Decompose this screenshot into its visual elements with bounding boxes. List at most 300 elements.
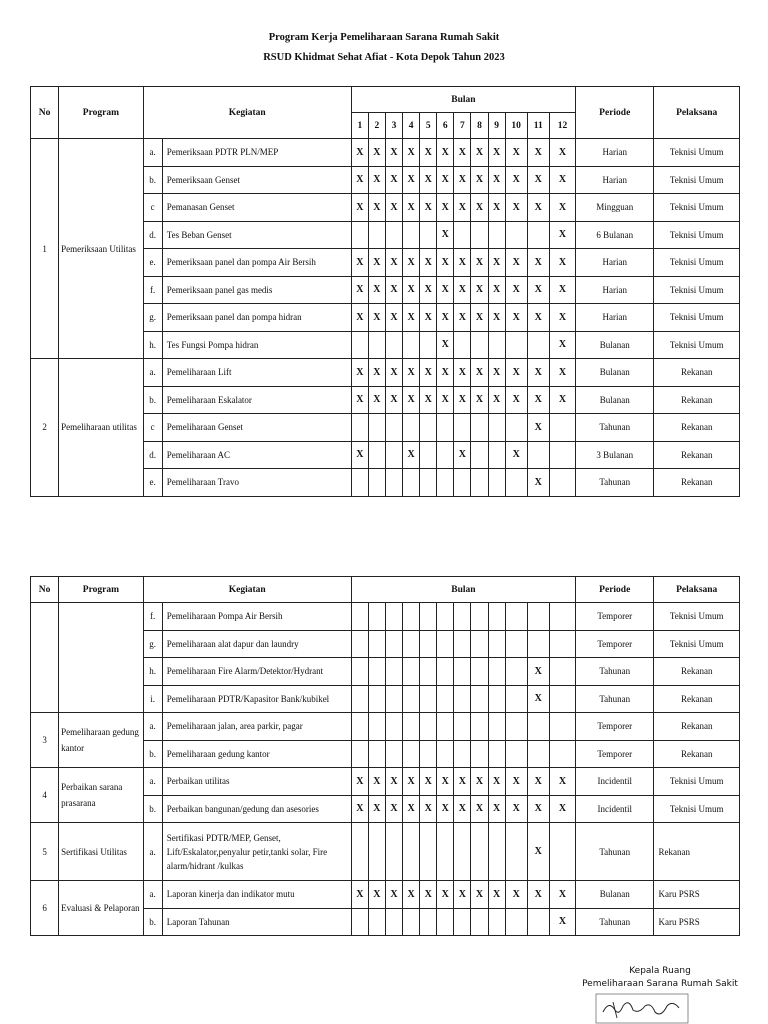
document-title: Program Kerja Pemeliharaan Sarana Rumah Sakit: [268, 32, 500, 43]
signature-unit: Pemeliharaan Sarana Rumah Sakit: [582, 979, 738, 989]
month-mark: X: [351, 276, 368, 304]
month-mark: [549, 740, 575, 768]
month-mark: [488, 331, 505, 359]
month-mark: [471, 441, 488, 469]
month-mark: X: [351, 194, 368, 222]
pelaksana-cell: Teknisi Umum: [654, 139, 740, 167]
month-mark: X: [385, 359, 402, 387]
activity-name: Tes Beban Genset: [162, 221, 351, 249]
month-mark: X: [437, 359, 454, 387]
month-mark: [488, 908, 505, 936]
header-pelaksana: Pelaksana: [654, 87, 740, 139]
month-mark: [505, 414, 527, 442]
month-mark: X: [368, 881, 385, 909]
month-mark: [351, 630, 368, 658]
month-mark: X: [368, 768, 385, 796]
month-mark: X: [527, 359, 549, 387]
month-mark: [454, 713, 471, 741]
periode-cell: Tahunan: [576, 685, 654, 713]
month-mark: [527, 603, 549, 631]
month-mark: X: [368, 386, 385, 414]
month-mark: [351, 414, 368, 442]
periode-cell: Temporer: [576, 603, 654, 631]
month-mark: X: [488, 386, 505, 414]
month-mark: [549, 469, 575, 497]
month-mark: [351, 221, 368, 249]
month-mark: X: [351, 768, 368, 796]
activity-letter: a.: [143, 713, 162, 741]
month-mark: X: [385, 249, 402, 277]
month-mark: [454, 908, 471, 936]
activity-letter: b.: [143, 386, 162, 414]
program-name: [59, 603, 143, 713]
month-mark: X: [454, 795, 471, 823]
activity-letter: a.: [143, 823, 162, 881]
header-periode: Periode: [576, 87, 654, 139]
activity-name: Pemeliharaan Eskalator: [162, 386, 351, 414]
month-mark: X: [454, 194, 471, 222]
month-number: 7: [454, 113, 471, 139]
month-mark: [471, 469, 488, 497]
month-mark: [368, 713, 385, 741]
month-mark: [488, 414, 505, 442]
month-mark: [403, 469, 420, 497]
month-mark: X: [527, 194, 549, 222]
periode-cell: Harian: [576, 249, 654, 277]
activity-name: Pemeliharaan Pompa Air Bersih: [162, 603, 351, 631]
activity-name: Pemeriksaan panel dan pompa hidran: [162, 304, 351, 332]
periode-cell: Bulanan: [576, 359, 654, 387]
activity-letter: g.: [143, 304, 162, 332]
periode-cell: Incidentil: [576, 768, 654, 796]
month-mark: [505, 908, 527, 936]
month-mark: X: [527, 304, 549, 332]
month-mark: X: [549, 276, 575, 304]
month-mark: X: [471, 194, 488, 222]
month-mark: X: [437, 249, 454, 277]
month-mark: X: [351, 359, 368, 387]
month-mark: [385, 908, 402, 936]
month-mark: [351, 469, 368, 497]
month-mark: [437, 630, 454, 658]
month-mark: X: [527, 823, 549, 881]
month-mark: [454, 685, 471, 713]
month-mark: X: [437, 768, 454, 796]
month-mark: X: [420, 386, 437, 414]
month-mark: [420, 740, 437, 768]
month-mark: [420, 823, 437, 881]
month-mark: X: [505, 441, 527, 469]
month-mark: X: [471, 881, 488, 909]
activity-letter: a.: [143, 139, 162, 167]
month-mark: [505, 685, 527, 713]
month-mark: X: [549, 908, 575, 936]
periode-cell: Mingguan: [576, 194, 654, 222]
month-mark: [368, 469, 385, 497]
month-mark: X: [505, 166, 527, 194]
activity-name: Pemeliharaan Genset: [162, 414, 351, 442]
month-mark: X: [368, 276, 385, 304]
month-mark: X: [488, 166, 505, 194]
activity-row: [31, 713, 740, 741]
month-mark: X: [527, 414, 549, 442]
month-mark: X: [437, 221, 454, 249]
pelaksana-cell: Rekanan: [654, 658, 740, 686]
month-mark: X: [454, 359, 471, 387]
header-bulan: Bulan: [351, 87, 575, 113]
month-mark: [454, 603, 471, 631]
month-mark: X: [420, 276, 437, 304]
month-mark: [454, 823, 471, 881]
month-mark: X: [527, 139, 549, 167]
month-mark: [527, 713, 549, 741]
activity-row: [31, 139, 740, 167]
program-number: 3: [31, 713, 59, 768]
activity-name: Pemeliharaan Lift: [162, 359, 351, 387]
month-mark: [549, 713, 575, 741]
month-mark: [527, 908, 549, 936]
activity-letter: i.: [143, 685, 162, 713]
month-mark: [454, 469, 471, 497]
pelaksana-cell: Rekanan: [654, 386, 740, 414]
month-mark: [488, 221, 505, 249]
month-mark: X: [420, 881, 437, 909]
month-mark: X: [505, 249, 527, 277]
month-mark: X: [471, 276, 488, 304]
month-mark: X: [403, 304, 420, 332]
month-mark: [549, 630, 575, 658]
activity-letter: f.: [143, 276, 162, 304]
month-mark: [454, 331, 471, 359]
month-mark: [488, 823, 505, 881]
month-mark: [385, 469, 402, 497]
month-mark: X: [505, 881, 527, 909]
month-mark: X: [403, 386, 420, 414]
periode-cell: Harian: [576, 139, 654, 167]
month-mark: X: [488, 359, 505, 387]
month-mark: X: [527, 881, 549, 909]
month-mark: X: [488, 768, 505, 796]
month-mark: X: [437, 139, 454, 167]
month-mark: X: [471, 139, 488, 167]
activity-row: [31, 881, 740, 909]
month-mark: [368, 441, 385, 469]
month-mark: [368, 331, 385, 359]
month-mark: [403, 331, 420, 359]
month-mark: X: [454, 386, 471, 414]
month-mark: X: [527, 386, 549, 414]
activity-name: Pemeliharaan Travo: [162, 469, 351, 497]
month-mark: [351, 713, 368, 741]
month-mark: X: [351, 386, 368, 414]
month-mark: [403, 685, 420, 713]
month-mark: [527, 441, 549, 469]
periode-cell: Tahunan: [576, 414, 654, 442]
month-mark: [351, 823, 368, 881]
month-mark: [471, 740, 488, 768]
activity-name: Sertifikasi PDTR/MEP, Genset, Lift/Eskalator,penyalur petir,tanki solar, Fire alarm/hidrant /kulkas: [162, 823, 351, 881]
month-mark: X: [505, 768, 527, 796]
month-number: 2: [368, 113, 385, 139]
month-mark: X: [505, 304, 527, 332]
month-mark: X: [403, 881, 420, 909]
activity-letter: b.: [143, 795, 162, 823]
pelaksana-cell: Rekanan: [654, 359, 740, 387]
month-mark: [420, 713, 437, 741]
pelaksana-cell: Rekanan: [654, 685, 740, 713]
activity-name: Pemeriksaan panel dan pompa Air Bersih: [162, 249, 351, 277]
month-mark: [368, 221, 385, 249]
month-mark: X: [368, 194, 385, 222]
month-mark: X: [527, 469, 549, 497]
pelaksana-cell: Teknisi Umum: [654, 221, 740, 249]
activity-name: Pemeliharaan AC: [162, 441, 351, 469]
month-number: 12: [549, 113, 575, 139]
month-mark: X: [549, 221, 575, 249]
month-mark: X: [437, 194, 454, 222]
month-mark: [420, 630, 437, 658]
activity-letter: g.: [143, 630, 162, 658]
month-mark: X: [454, 276, 471, 304]
periode-cell: Tahunan: [576, 469, 654, 497]
month-mark: X: [385, 881, 402, 909]
month-mark: [420, 685, 437, 713]
periode-cell: Harian: [576, 304, 654, 332]
month-mark: [368, 658, 385, 686]
activity-letter: b.: [143, 740, 162, 768]
month-mark: [454, 740, 471, 768]
month-mark: [403, 414, 420, 442]
activity-letter: e.: [143, 469, 162, 497]
month-mark: [505, 630, 527, 658]
month-mark: X: [549, 386, 575, 414]
header-kegiatan: Kegiatan: [143, 87, 351, 139]
month-mark: X: [505, 359, 527, 387]
activity-name: Pemanasan Genset: [162, 194, 351, 222]
signature-role: Kepala Ruang: [629, 966, 691, 976]
activity-name: Pemeliharaan gedung kantor: [162, 740, 351, 768]
month-mark: X: [368, 795, 385, 823]
month-mark: X: [488, 304, 505, 332]
month-mark: X: [505, 386, 527, 414]
header-no: No: [31, 87, 59, 139]
activity-letter: a.: [143, 359, 162, 387]
activity-name: Pemeriksaan Genset: [162, 166, 351, 194]
month-mark: X: [505, 139, 527, 167]
activity-name: Pemeliharaan Fire Alarm/Detektor/Hydrant: [162, 658, 351, 686]
month-mark: X: [385, 194, 402, 222]
month-mark: [437, 414, 454, 442]
month-number: 10: [505, 113, 527, 139]
activity-letter: b.: [143, 166, 162, 194]
program-name: Pemeliharaan utilitas: [59, 359, 143, 497]
month-mark: [488, 469, 505, 497]
month-mark: X: [437, 795, 454, 823]
month-mark: [437, 685, 454, 713]
month-mark: [368, 740, 385, 768]
month-mark: [437, 658, 454, 686]
month-mark: X: [549, 166, 575, 194]
month-mark: [368, 823, 385, 881]
month-number: 11: [527, 113, 549, 139]
month-mark: X: [403, 276, 420, 304]
month-mark: [437, 823, 454, 881]
month-mark: [403, 221, 420, 249]
month-mark: [527, 630, 549, 658]
work-program-table-2: [30, 576, 740, 936]
month-mark: X: [549, 768, 575, 796]
month-mark: X: [351, 304, 368, 332]
month-mark: X: [403, 249, 420, 277]
periode-cell: Temporer: [576, 630, 654, 658]
month-mark: X: [351, 249, 368, 277]
activity-name: Pemeriksaan PDTR PLN/MEP: [162, 139, 351, 167]
month-mark: [385, 603, 402, 631]
month-mark: [420, 658, 437, 686]
program-number: 2: [31, 359, 59, 497]
month-mark: X: [505, 194, 527, 222]
activity-row: [31, 603, 740, 631]
month-mark: X: [527, 768, 549, 796]
activity-name: Pemeliharaan PDTR/Kapasitor Bank/kubikel: [162, 685, 351, 713]
month-mark: [385, 331, 402, 359]
program-name: Pemeriksaan Utilitas: [59, 139, 143, 359]
month-mark: [471, 603, 488, 631]
month-mark: [488, 630, 505, 658]
periode-cell: Harian: [576, 276, 654, 304]
month-mark: X: [527, 795, 549, 823]
month-mark: [420, 469, 437, 497]
pelaksana-cell: Teknisi Umum: [654, 166, 740, 194]
month-mark: X: [527, 685, 549, 713]
month-mark: X: [488, 194, 505, 222]
activity-row: [31, 768, 740, 796]
activity-letter: c: [143, 414, 162, 442]
periode-cell: 6 Bulanan: [576, 221, 654, 249]
activity-letter: f.: [143, 603, 162, 631]
month-mark: [505, 603, 527, 631]
month-mark: [454, 414, 471, 442]
activity-letter: a.: [143, 768, 162, 796]
month-mark: [488, 740, 505, 768]
month-mark: X: [385, 166, 402, 194]
month-mark: X: [471, 304, 488, 332]
month-mark: X: [403, 194, 420, 222]
pelaksana-cell: Teknisi Umum: [654, 331, 740, 359]
month-mark: [505, 823, 527, 881]
month-mark: X: [385, 276, 402, 304]
program-name: Perbaikan sarana prasarana: [59, 768, 143, 823]
month-mark: X: [488, 249, 505, 277]
program-name: Pemeliharaan gedung kantor: [59, 713, 143, 768]
month-mark: X: [549, 359, 575, 387]
month-mark: [368, 414, 385, 442]
periode-cell: Harian: [576, 166, 654, 194]
month-mark: [420, 331, 437, 359]
month-mark: X: [527, 166, 549, 194]
header-no: No: [31, 577, 59, 603]
month-mark: X: [527, 249, 549, 277]
month-number: 8: [471, 113, 488, 139]
program-number: 1: [31, 139, 59, 359]
month-mark: [385, 685, 402, 713]
pelaksana-cell: Rekanan: [654, 469, 740, 497]
activity-letter: d.: [143, 441, 162, 469]
month-mark: [385, 441, 402, 469]
month-mark: X: [420, 795, 437, 823]
periode-cell: Tahunan: [576, 658, 654, 686]
pelaksana-cell: Teknisi Umum: [654, 603, 740, 631]
month-mark: X: [454, 881, 471, 909]
month-mark: [385, 713, 402, 741]
header-periode: Periode: [576, 577, 654, 603]
header-program: Program: [59, 87, 143, 139]
month-mark: [505, 221, 527, 249]
month-mark: X: [471, 359, 488, 387]
periode-cell: Tahunan: [576, 823, 654, 881]
month-mark: [488, 441, 505, 469]
month-mark: [420, 908, 437, 936]
month-mark: X: [471, 249, 488, 277]
month-number: 1: [351, 113, 368, 139]
header-row: [31, 87, 740, 113]
month-mark: X: [454, 249, 471, 277]
month-mark: [454, 630, 471, 658]
month-mark: X: [420, 139, 437, 167]
month-mark: X: [403, 139, 420, 167]
month-mark: [454, 658, 471, 686]
month-mark: X: [549, 139, 575, 167]
month-mark: X: [403, 166, 420, 194]
pelaksana-cell: Rekanan: [654, 740, 740, 768]
month-mark: X: [488, 139, 505, 167]
month-number: 5: [420, 113, 437, 139]
month-mark: X: [488, 276, 505, 304]
periode-cell: 3 Bulanan: [576, 441, 654, 469]
month-mark: [351, 658, 368, 686]
month-mark: [403, 740, 420, 768]
periode-cell: Temporer: [576, 713, 654, 741]
activity-name: Pemeriksaan panel gas medis: [162, 276, 351, 304]
month-mark: X: [549, 881, 575, 909]
month-mark: [351, 603, 368, 631]
document-subtitle: RSUD Khidmat Sehat Afiat - Kota Depok Tahun 2023: [263, 52, 505, 63]
month-mark: X: [454, 768, 471, 796]
month-mark: X: [403, 441, 420, 469]
month-mark: X: [454, 139, 471, 167]
activity-name: Laporan kinerja dan indikator mutu: [162, 881, 351, 909]
month-mark: [437, 603, 454, 631]
month-mark: X: [527, 658, 549, 686]
month-mark: X: [471, 795, 488, 823]
activity-letter: c: [143, 194, 162, 222]
pelaksana-cell: Teknisi Umum: [654, 304, 740, 332]
month-mark: X: [549, 249, 575, 277]
month-mark: X: [471, 166, 488, 194]
month-mark: X: [368, 304, 385, 332]
month-mark: X: [437, 304, 454, 332]
month-mark: [471, 823, 488, 881]
month-mark: [549, 685, 575, 713]
month-mark: X: [420, 166, 437, 194]
month-mark: [368, 603, 385, 631]
activity-row: [31, 359, 740, 387]
month-mark: X: [368, 249, 385, 277]
month-mark: [403, 658, 420, 686]
month-mark: X: [368, 139, 385, 167]
month-mark: X: [420, 304, 437, 332]
month-mark: X: [403, 795, 420, 823]
